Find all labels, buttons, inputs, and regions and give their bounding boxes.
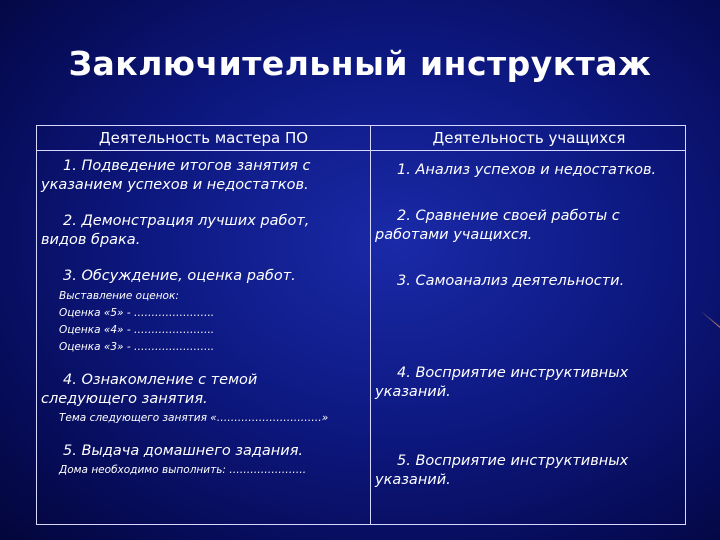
grade-4-line: Оценка «4» - ………………….. [59,324,215,336]
grades-list [59,288,359,356]
background-light-streak [700,310,720,330]
grade-5-line: Оценка «5» - ………………….. [59,307,215,319]
teacher-item-2-line-1: 2. Демонстрация лучших работ, [63,213,310,229]
student-item-1 [375,161,685,180]
teacher-column-header: Деятельность мастера ПО [98,129,309,147]
teacher-item-2 [41,212,366,250]
grades-caption: Выставление оценок: [59,290,179,302]
teacher-item-1-line-1: 1. Подведение итогов занятия с [63,158,311,174]
slide-title: Заключительный инструктаж [68,44,652,83]
teacher-item-4 [41,371,366,409]
column-divider [370,126,371,524]
grade-3-line: Оценка «3» - ………………….. [59,341,215,353]
teacher-item-2-line-2: видов брака. [41,232,141,248]
homework-line: Дома необходимо выполнить: …………………. [59,464,307,476]
student-item-2 [375,207,685,245]
student-item-5 [375,452,685,490]
student-item-5-line-2: указаний. [375,472,451,488]
header-divider [37,150,685,151]
student-item-4-line-2: указаний. [375,384,451,400]
student-item-4 [375,364,685,402]
student-item-2-line-1: 2. Сравнение своей работы с [397,208,620,224]
next-topic-line: Тема следующего занятия «…………………………» [59,412,329,424]
teacher-item-3-text: 3. Обсуждение, оценка работ. [63,268,296,284]
teacher-item-4-line-2: следующего занятия. [41,391,208,407]
teacher-item-5 [41,442,366,461]
teacher-item-3 [41,267,366,286]
students-column-header: Деятельность учащихся [432,129,626,147]
activity-table [36,125,686,525]
teacher-item-5-text: 5. Выдача домашнего задания. [63,443,304,459]
student-item-4-line-1: 4. Восприятие инструктивных [397,365,629,381]
student-item-5-line-1: 5. Восприятие инструктивных [397,453,629,469]
teacher-item-1-line-2: указанием успехов и недостатков. [41,177,309,193]
teacher-item-4-line-1: 4. Ознакомление с темой [63,372,258,388]
student-item-3 [375,272,685,291]
student-item-3-text: 3. Самоанализ деятельности. [397,273,625,289]
student-item-1-text: 1. Анализ успехов и недостатков. [397,162,657,178]
teacher-item-1 [41,157,366,195]
student-item-2-line-2: работами учащихся. [375,227,533,243]
